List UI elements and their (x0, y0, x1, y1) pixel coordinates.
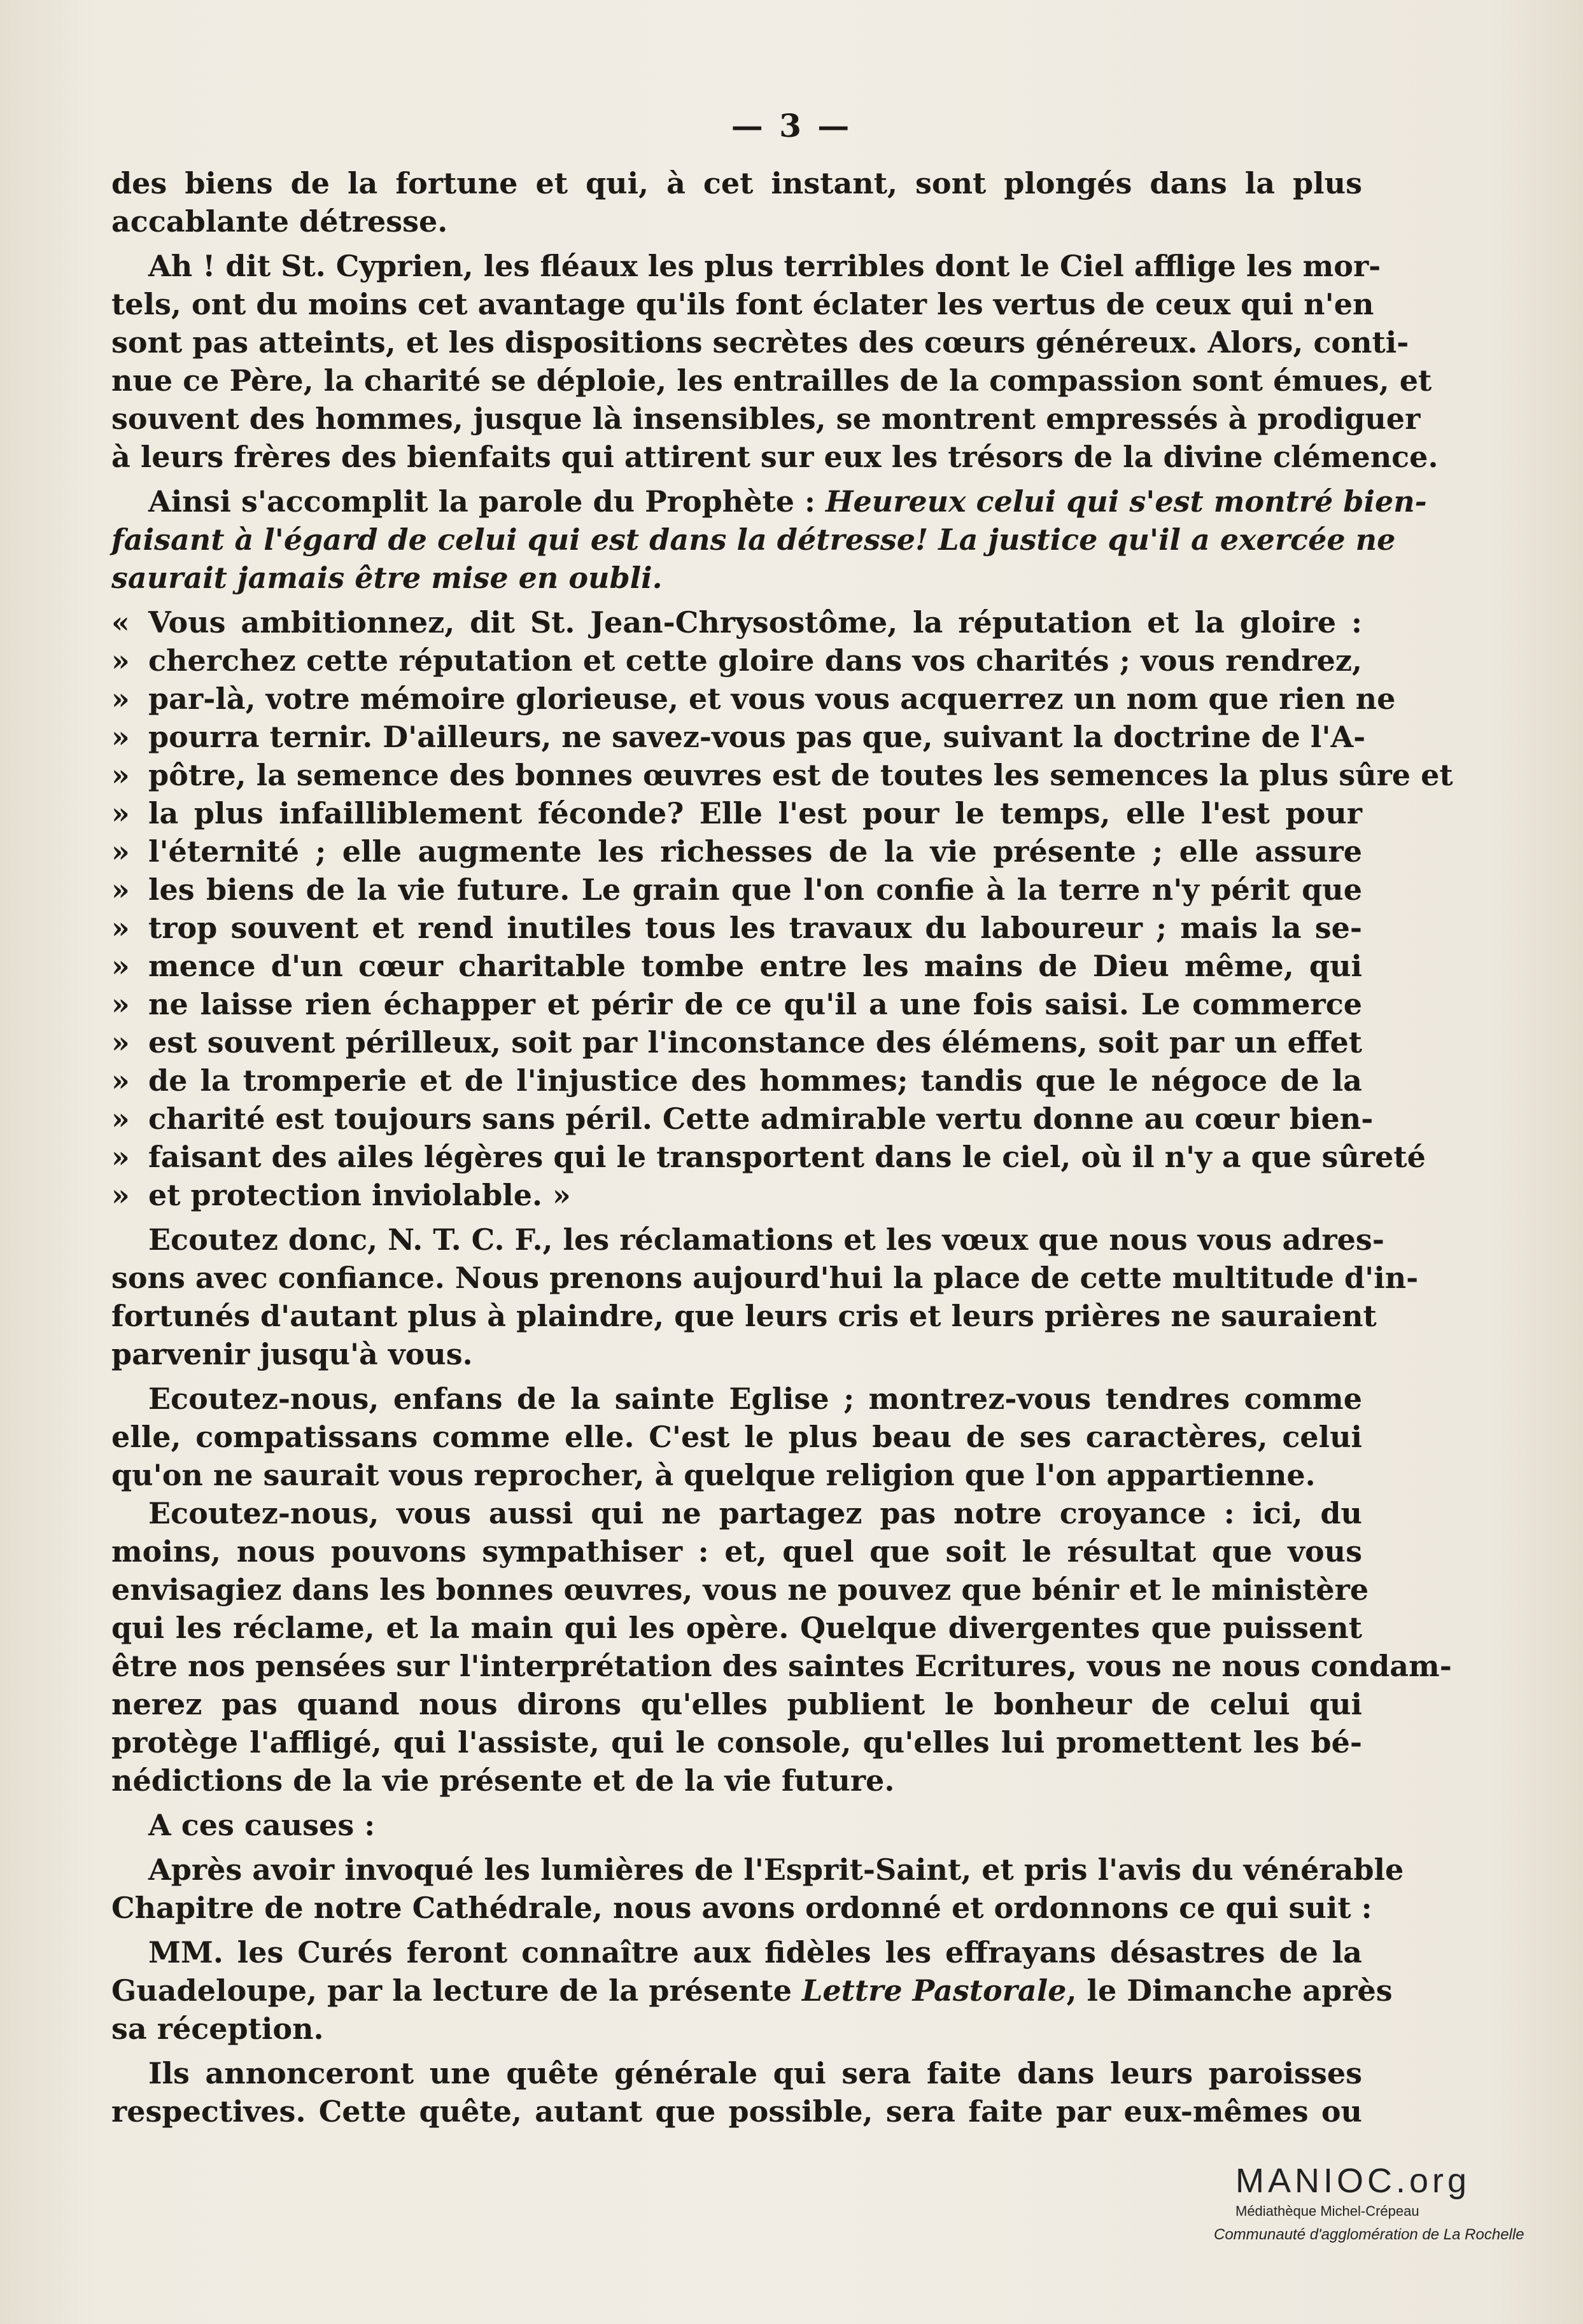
text-line: sa réception. (111, 2012, 324, 2046)
text-line: Chapitre de notre Cathédrale, nous avons ordonné et ordonnons ce qui suit : (111, 1891, 1372, 1925)
paragraph (111, 1933, 1393, 2048)
text-line: nue ce Père, la charité se déploie, les entrailles de la compassion sont émues, et (111, 363, 1432, 398)
prophet-quote: faisant à l'égard de celui qui est dans la détresse! La justice qu'il a exercée ne (111, 522, 1396, 557)
text-line: qui les réclame, et la main qui les opère. Quelque divergentes que puissent (111, 1611, 1362, 1645)
text-line: tels, ont du moins cet avantage qu'ils font éclater les vertus de ceux qui n'en (111, 287, 1374, 321)
quote-text: pourra ternir. D'ailleurs, ne savez-vous pas que, suivant la doctrine de l'A- (148, 720, 1366, 754)
text-line: Ecoutez-nous, vous aussi qui ne partagez pas notre croyance : ici, du (148, 1496, 1362, 1530)
text-line (111, 1971, 1393, 2010)
page-number: — 3 — (731, 107, 852, 144)
quote-text: la plus infailliblement féconde? Elle l'est pour le temps, elle l'est pour (148, 796, 1362, 830)
text-line: elle, compatissans comme elle. C'est le plus beau de ses caractères, celui (111, 1420, 1362, 1454)
quote-text: l'éternité ; elle augmente les richesses de la vie présente ; elle assure (148, 834, 1362, 869)
guillemet: » (111, 911, 130, 945)
paragraph (111, 247, 1439, 476)
guillemet: » (111, 1102, 130, 1136)
text-line: moins, nous pouvons sympathiser : et, quel que soit le résultat que vous (111, 1534, 1362, 1569)
quote-text: les biens de la vie future. Le grain que l'on confie à la terre n'y périt que (148, 872, 1362, 907)
text-line: A ces causes : (148, 1808, 376, 1842)
watermark-library: Médiathèque Michel-Crépeau (1235, 2203, 1419, 2219)
quote-text: par-là, votre mémoire glorieuse, et vous vous acquerrez un nom que rien ne (148, 682, 1396, 716)
text-line: à leurs frères des bienfaits qui attirent sur eux les trésors de la divine clémence. (111, 440, 1439, 474)
quote-line (111, 871, 1362, 909)
quote-line (111, 832, 1362, 871)
quote-line (111, 1138, 1426, 1176)
guillemet: » (111, 834, 130, 869)
quote-text: ne laisse rien échapper et périr de ce qu'il a une fois saisi. Le commerce (148, 987, 1362, 1021)
text-line: Ils annonceront une quête générale qui sera faite dans leurs paroisses (148, 2056, 1362, 2090)
guillemet: » (111, 796, 130, 830)
text-line: être nos pensées sur l'interprétation des saintes Ecritures, vous ne nous condam- (111, 1649, 1452, 1683)
quote-line (111, 756, 1453, 794)
manioc-watermark (1214, 2161, 1545, 2244)
quote-text: est souvent périlleux, soit par l'inconstance des élémens, soit par un effet (148, 1025, 1362, 1060)
text-line: Ecoutez donc, N. T. C. F., les réclamations et les vœux que nous vous adres- (148, 1222, 1384, 1257)
text-line: sons avec confiance. Nous prenons aujourd'hui la place de cette multitude d'in- (111, 1261, 1419, 1295)
paragraph (111, 2054, 1362, 2131)
quote-text: charité est toujours sans péril. Cette admirable vertu donne au cœur bien- (148, 1102, 1374, 1136)
quote-text: Vous ambitionnez, dit St. Jean-Chrysostôme, la réputation et la gloire : (148, 605, 1362, 640)
text-line: nerez pas quand nous dirons qu'elles publient le bonheur de celui qui (111, 1687, 1362, 1721)
guillemet: » (111, 872, 130, 907)
manioc-logo: MANIOC.org (1235, 2162, 1471, 2200)
paragraph (111, 1851, 1404, 1927)
text-line: nédictions de la vie présente et de la vie future. (111, 1763, 895, 1798)
guillemet: » (111, 720, 130, 754)
quote-line (111, 1061, 1362, 1100)
text-run: Guadeloupe, par la lecture de la présente (111, 1973, 803, 2008)
text-line: MM. les Curés feront connaître aux fidèles les effrayans désastres de la (148, 1935, 1362, 1970)
paragraph (111, 1806, 1362, 1844)
guillemet: » (111, 1178, 130, 1212)
quote-line (111, 985, 1362, 1023)
text-line: sont pas atteints, et les dispositions secrètes des cœurs généreux. Alors, conti- (111, 325, 1409, 360)
guillemet: » (111, 1140, 130, 1174)
guillemet: » (111, 682, 130, 716)
quote-line (111, 1176, 1362, 1214)
quote-text: faisant des ailes légères qui le transportent dans le ciel, où il n'y a que sûreté (148, 1140, 1426, 1174)
text-line: Ah ! dit St. Cyprien, les fléaux les plus terribles dont le Ciel afflige les mor- (148, 249, 1381, 283)
guillemet: » (111, 1063, 130, 1098)
text-line: parvenir jusqu'à vous. (111, 1337, 473, 1371)
body-text (111, 164, 1453, 2137)
text-run: , le Dimanche après (1066, 1973, 1393, 2008)
text-line: fortunés d'autant plus à plaindre, que leurs cris et leurs prières ne sauraient (111, 1299, 1377, 1333)
quote-text: pôtre, la semence des bonnes œuvres est de toutes les semences la plus sûre et (148, 758, 1453, 792)
quote-line (111, 1100, 1374, 1138)
text-line: des biens de la fortune et qui, à cet instant, sont plongés dans la plus (111, 166, 1362, 200)
text-line: qu'on ne saurait vous reprocher, à quelque religion que l'on appartienne. (111, 1458, 1316, 1492)
quote-line (111, 718, 1366, 756)
paragraph (111, 482, 1427, 597)
text-line: envisagiez dans les bonnes œuvres, vous ne pouvez que bénir et le ministère (111, 1572, 1369, 1607)
prophet-quote: saurait jamais être mise en oubli. (111, 561, 663, 595)
text-line: souvent des hommes, jusque là insensibles, se montrent empressés à prodiguer (111, 402, 1421, 436)
paragraph (111, 1494, 1452, 1800)
lettre-pastorale-title: Lettre Pastorale (802, 1973, 1067, 2008)
text-line: respectives. Cette quête, autant que possible, sera faite par eux-mêmes ou (111, 2094, 1362, 2129)
guillemet: » (111, 987, 130, 1021)
text-line: Après avoir invoqué les lumières de l'Esprit-Saint, et pris l'avis du vénérable (148, 1852, 1404, 1887)
watermark-agglomeration: Communauté d'agglomération de La Rochelle (1214, 2226, 1524, 2243)
text-line (111, 559, 1362, 597)
quote-line (111, 603, 1362, 641)
quote-text: cherchez cette réputation et cette gloire dans vos charités ; vous rendrez, (148, 643, 1362, 678)
quote-line (111, 680, 1396, 718)
text-run: Ainsi s'accomplit la parole du Prophète : (148, 484, 826, 519)
quote-text: mence d'un cœur charitable tombe entre les mains de Dieu même, qui (148, 949, 1362, 983)
guillemet: » (111, 643, 130, 678)
quote-line (111, 947, 1362, 985)
text-line (111, 521, 1396, 559)
guillemet-open: « (111, 605, 130, 640)
quote-text: de la tromperie et de l'injustice des hommes; tandis que le négoce de la (148, 1063, 1362, 1098)
text-line: protège l'affligé, qui l'assiste, qui le console, qu'elles lui promettent les bé- (111, 1725, 1362, 1760)
paragraph (111, 1221, 1419, 1373)
paragraph (111, 1380, 1362, 1494)
quote-line (111, 641, 1362, 680)
quote-text: trop souvent et rend inutiles tous les travaux du laboureur ; mais la se- (148, 911, 1362, 945)
guillemet: » (111, 758, 130, 792)
text-line (111, 482, 1427, 521)
quote-text: et protection inviolable. » (148, 1178, 571, 1212)
guillemet: » (111, 949, 130, 983)
quote-line (111, 794, 1362, 832)
guillemet: » (111, 1025, 130, 1060)
chrysostom-quote (111, 603, 1453, 1214)
paragraph (111, 164, 1362, 241)
text-line: Ecoutez-nous, enfans de la sainte Eglise ; montrez-vous tendres comme (148, 1382, 1362, 1416)
prophet-quote: Heureux celui qui s'est montré bien- (826, 484, 1427, 519)
quote-line (111, 1023, 1362, 1061)
quote-line (111, 909, 1362, 947)
text-line: accablante détresse. (111, 204, 448, 239)
